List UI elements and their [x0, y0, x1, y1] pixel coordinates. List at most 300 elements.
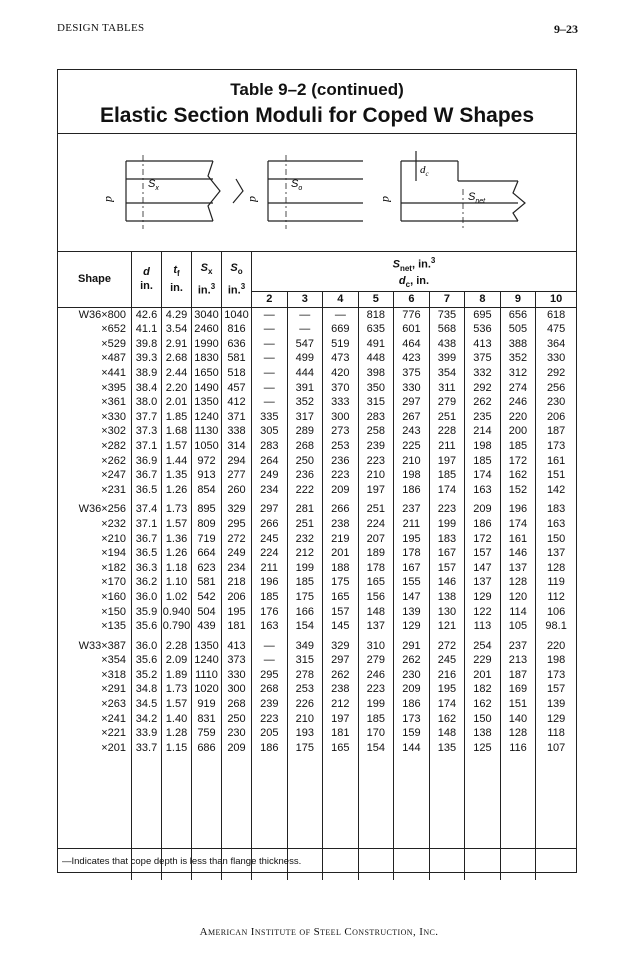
- value-cell: 238: [323, 682, 359, 697]
- sx-label: $S_x$: [148, 178, 159, 192]
- value-cell: 1.73: [162, 682, 192, 697]
- value-cell: 150: [465, 712, 501, 727]
- net-section-figure: [401, 151, 525, 229]
- table-row: [58, 517, 576, 532]
- value-cell: 283: [252, 439, 288, 454]
- value-cell: 155: [394, 575, 430, 590]
- value-cell: 669: [323, 322, 359, 337]
- value-cell: 220: [500, 410, 536, 425]
- value-cell: 173: [394, 712, 430, 727]
- value-cell: 268: [252, 682, 288, 697]
- value-cell: 375: [465, 351, 501, 366]
- value-cell: 223: [252, 712, 288, 727]
- value-cell: 256: [536, 381, 576, 396]
- value-cell: 297: [323, 653, 359, 668]
- table-row: [58, 351, 576, 366]
- value-cell: 36.3: [132, 561, 162, 576]
- value-cell: 34.8: [132, 682, 162, 697]
- value-cell: 268: [222, 697, 252, 712]
- value-cell: 413: [222, 639, 252, 654]
- table-row: [58, 682, 576, 697]
- so-label: $S_o$: [291, 178, 303, 192]
- value-cell: 195: [429, 682, 465, 697]
- value-cell: 333: [323, 395, 359, 410]
- col-shape: Shape: [77, 273, 111, 286]
- value-cell: 161: [536, 454, 576, 469]
- value-cell: 193: [287, 726, 323, 741]
- value-cell: 272: [429, 639, 465, 654]
- col-d: d in.: [132, 252, 162, 308]
- value-cell: 664: [192, 546, 222, 561]
- value-cell: 635: [358, 322, 394, 337]
- value-cell: 412: [222, 395, 252, 410]
- shape-cell: ×241: [101, 712, 126, 725]
- value-cell: 186: [465, 517, 501, 532]
- value-cell: 1.18: [162, 561, 192, 576]
- header-row-1: [58, 252, 576, 275]
- value-cell: 35.6: [132, 619, 162, 634]
- value-cell: 146: [500, 546, 536, 561]
- value-cell: 330: [536, 351, 576, 366]
- value-cell: 186: [394, 697, 430, 712]
- value-cell: —: [252, 351, 288, 366]
- value-cell: 695: [465, 307, 501, 322]
- value-cell: 185: [358, 712, 394, 727]
- value-cell: 229: [465, 653, 501, 668]
- value-cell: 311: [429, 381, 465, 396]
- value-cell: 230: [222, 726, 252, 741]
- table-row: [58, 439, 576, 454]
- value-cell: 1050: [192, 439, 222, 454]
- value-cell: 162: [465, 697, 501, 712]
- value-cell: 186: [252, 741, 288, 756]
- value-cell: 536: [465, 322, 501, 337]
- value-cell: 187: [500, 668, 536, 683]
- value-cell: 34.5: [132, 697, 162, 712]
- value-cell: 262: [394, 653, 430, 668]
- value-cell: 187: [536, 424, 576, 439]
- value-cell: 34.2: [132, 712, 162, 727]
- value-cell: 297: [252, 502, 288, 517]
- table-row: [58, 575, 576, 590]
- shape-cell: ×135: [101, 620, 126, 633]
- value-cell: 289: [287, 424, 323, 439]
- value-cell: 504: [192, 605, 222, 620]
- value-cell: 98.1: [536, 619, 576, 634]
- value-cell: 196: [500, 502, 536, 517]
- value-cell: 197: [323, 712, 359, 727]
- value-cell: 262: [323, 668, 359, 683]
- table-row: [58, 726, 576, 741]
- col-dc-5: 7: [429, 292, 465, 308]
- shape-cell: ×262: [101, 454, 126, 467]
- value-cell: 475: [536, 322, 576, 337]
- value-cell: 623: [192, 561, 222, 576]
- value-cell: 295: [252, 668, 288, 683]
- value-cell: 236: [323, 454, 359, 469]
- value-cell: 399: [429, 351, 465, 366]
- value-cell: 185: [252, 590, 288, 605]
- value-cell: 300: [323, 410, 359, 425]
- value-cell: 332: [465, 366, 501, 381]
- value-cell: 36.7: [132, 532, 162, 547]
- value-cell: 188: [323, 561, 359, 576]
- value-cell: 198: [536, 653, 576, 668]
- shape-cell: ×194: [101, 547, 126, 560]
- value-cell: 568: [429, 322, 465, 337]
- uncoped-beam-figure: [126, 155, 220, 229]
- value-cell: 201: [323, 546, 359, 561]
- value-cell: 330: [222, 668, 252, 683]
- value-cell: 205: [252, 726, 288, 741]
- value-cell: —: [252, 381, 288, 396]
- value-cell: 121: [429, 619, 465, 634]
- value-cell: 253: [323, 439, 359, 454]
- value-cell: 268: [287, 439, 323, 454]
- running-header-section: DESIGN TABLES: [57, 22, 145, 34]
- value-cell: 292: [465, 381, 501, 396]
- value-cell: 211: [394, 517, 430, 532]
- value-cell: 223: [323, 468, 359, 483]
- value-cell: 206: [536, 410, 576, 425]
- col-dc-3: 5: [358, 292, 394, 308]
- value-cell: 547: [287, 337, 323, 352]
- value-cell: 1.26: [162, 546, 192, 561]
- table-row: [58, 502, 576, 517]
- value-cell: —: [252, 366, 288, 381]
- table-row: [58, 741, 576, 756]
- value-cell: 223: [358, 454, 394, 469]
- value-cell: 1.89: [162, 668, 192, 683]
- value-cell: 174: [429, 483, 465, 498]
- value-cell: 266: [252, 517, 288, 532]
- value-cell: 258: [358, 424, 394, 439]
- value-cell: 37.3: [132, 424, 162, 439]
- value-cell: 1.73: [162, 502, 192, 517]
- value-cell: 182: [465, 682, 501, 697]
- value-cell: 816: [222, 322, 252, 337]
- value-cell: 33.7: [132, 741, 162, 756]
- value-cell: 176: [252, 605, 288, 620]
- value-cell: 759: [192, 726, 222, 741]
- value-cell: 292: [536, 366, 576, 381]
- value-cell: —: [252, 639, 288, 654]
- value-cell: 147: [394, 590, 430, 605]
- value-cell: 185: [500, 439, 536, 454]
- value-cell: 157: [536, 682, 576, 697]
- value-cell: 972: [192, 454, 222, 469]
- value-cell: 154: [287, 619, 323, 634]
- value-cell: 183: [536, 502, 576, 517]
- value-cell: 239: [252, 697, 288, 712]
- value-cell: 371: [222, 410, 252, 425]
- col-dc-2: 4: [323, 292, 359, 308]
- value-cell: 273: [323, 424, 359, 439]
- value-cell: 174: [465, 468, 501, 483]
- value-cell: 165: [323, 741, 359, 756]
- shape-cell: ×150: [101, 605, 126, 618]
- shape-cell: ×221: [101, 727, 126, 740]
- value-cell: 148: [358, 605, 394, 620]
- value-cell: 38.9: [132, 366, 162, 381]
- value-cell: 439: [192, 619, 222, 634]
- value-cell: 2.01: [162, 395, 192, 410]
- value-cell: 317: [287, 410, 323, 425]
- footnote: —Indicates that cope depth is less than flange thickness.: [62, 856, 302, 867]
- shape-cell: ×354: [101, 654, 126, 667]
- table-row: [58, 366, 576, 381]
- value-cell: 113: [465, 619, 501, 634]
- value-cell: 223: [429, 502, 465, 517]
- value-cell: 137: [500, 561, 536, 576]
- value-cell: 36.9: [132, 454, 162, 469]
- value-cell: 234: [252, 483, 288, 498]
- value-cell: 281: [287, 502, 323, 517]
- value-cell: —: [252, 337, 288, 352]
- value-cell: 315: [358, 395, 394, 410]
- value-cell: 250: [222, 712, 252, 727]
- value-cell: 314: [222, 439, 252, 454]
- value-cell: 199: [287, 561, 323, 576]
- table-row: [58, 454, 576, 469]
- value-cell: 119: [536, 575, 576, 590]
- value-cell: 253: [287, 682, 323, 697]
- value-cell: 420: [323, 366, 359, 381]
- value-cell: —: [252, 395, 288, 410]
- table-row: [58, 483, 576, 498]
- shape-cell: W36×256: [78, 503, 126, 516]
- value-cell: 185: [429, 468, 465, 483]
- value-cell: 238: [323, 517, 359, 532]
- value-cell: 35.2: [132, 668, 162, 683]
- value-cell: 219: [323, 532, 359, 547]
- value-cell: 150: [536, 532, 576, 547]
- shape-cell: ×441: [101, 367, 126, 379]
- value-cell: 1.57: [162, 517, 192, 532]
- publisher-footer: American Institute of Steel Construction, Inc.: [199, 926, 439, 938]
- value-cell: 181: [222, 619, 252, 634]
- value-cell: 170: [358, 726, 394, 741]
- value-cell: 35.9: [132, 605, 162, 620]
- value-cell: 249: [222, 546, 252, 561]
- value-cell: 2460: [192, 322, 222, 337]
- value-cell: 209: [222, 741, 252, 756]
- value-cell: 1.40: [162, 712, 192, 727]
- value-cell: 505: [500, 322, 536, 337]
- value-cell: 457: [222, 381, 252, 396]
- value-cell: 167: [429, 546, 465, 561]
- value-cell: 135: [429, 741, 465, 756]
- value-cell: 122: [465, 605, 501, 620]
- table-row: [58, 697, 576, 712]
- table-row: [58, 532, 576, 547]
- value-cell: 686: [192, 741, 222, 756]
- value-cell: 225: [394, 439, 430, 454]
- value-cell: 146: [429, 575, 465, 590]
- value-cell: 354: [429, 366, 465, 381]
- value-cell: 212: [287, 546, 323, 561]
- value-cell: 210: [287, 712, 323, 727]
- value-cell: 251: [429, 410, 465, 425]
- value-cell: 818: [358, 307, 394, 322]
- value-cell: 162: [500, 468, 536, 483]
- table-row: [58, 546, 576, 561]
- table-row: [58, 468, 576, 483]
- value-cell: 142: [536, 483, 576, 498]
- value-cell: 473: [323, 351, 359, 366]
- value-cell: 329: [323, 639, 359, 654]
- value-cell: —: [252, 653, 288, 668]
- value-cell: 1.57: [162, 697, 192, 712]
- value-cell: —: [252, 322, 288, 337]
- shape-cell: ×263: [101, 698, 126, 711]
- table-title: Elastic Section Moduli for Coped W Shapes: [99, 104, 535, 127]
- value-cell: 294: [222, 454, 252, 469]
- value-cell: 38.0: [132, 395, 162, 410]
- value-cell: 218: [222, 575, 252, 590]
- value-cell: 267: [394, 410, 430, 425]
- value-cell: 120: [500, 590, 536, 605]
- value-cell: 2.44: [162, 366, 192, 381]
- value-cell: 264: [252, 454, 288, 469]
- value-cell: 130: [429, 605, 465, 620]
- value-cell: 4.29: [162, 307, 192, 322]
- value-cell: 195: [222, 605, 252, 620]
- value-cell: 274: [500, 381, 536, 396]
- shape-cell: ×318: [101, 668, 126, 681]
- value-cell: 42.6: [132, 307, 162, 322]
- value-cell: 223: [358, 682, 394, 697]
- value-cell: 161: [500, 532, 536, 547]
- value-cell: 166: [287, 605, 323, 620]
- value-cell: 198: [465, 439, 501, 454]
- value-cell: 178: [358, 561, 394, 576]
- shape-cell: ×291: [101, 683, 126, 696]
- value-cell: 315: [287, 653, 323, 668]
- value-cell: 895: [192, 502, 222, 517]
- shape-cell: ×210: [101, 532, 126, 545]
- value-cell: 189: [358, 546, 394, 561]
- value-cell: 295: [222, 517, 252, 532]
- col-dc-6: 8: [465, 292, 501, 308]
- value-cell: 37.7: [132, 410, 162, 425]
- value-cell: 129: [465, 590, 501, 605]
- value-cell: 266: [323, 502, 359, 517]
- value-cell: 1350: [192, 395, 222, 410]
- value-cell: 1020: [192, 682, 222, 697]
- value-cell: 201: [465, 668, 501, 683]
- value-cell: 36.0: [132, 590, 162, 605]
- value-cell: 375: [394, 366, 430, 381]
- value-cell: 310: [358, 639, 394, 654]
- value-cell: 114: [500, 605, 536, 620]
- value-cell: 163: [465, 483, 501, 498]
- value-cell: 174: [500, 517, 536, 532]
- value-cell: 39.8: [132, 337, 162, 352]
- value-cell: 335: [252, 410, 288, 425]
- col-tf: $t_f$ in.: [162, 252, 192, 308]
- value-cell: 36.2: [132, 575, 162, 590]
- value-cell: 1.44: [162, 454, 192, 469]
- shape-cell: ×231: [101, 483, 126, 496]
- value-cell: 216: [429, 668, 465, 683]
- value-cell: 1990: [192, 337, 222, 352]
- value-cell: 1130: [192, 424, 222, 439]
- value-cell: 209: [394, 682, 430, 697]
- value-cell: 37.1: [132, 439, 162, 454]
- value-cell: 1.57: [162, 439, 192, 454]
- value-cell: 107: [536, 741, 576, 756]
- value-cell: 128: [500, 575, 536, 590]
- value-cell: 1.28: [162, 726, 192, 741]
- shape-cell: ×395: [101, 381, 126, 394]
- value-cell: 251: [358, 502, 394, 517]
- value-cell: 175: [323, 575, 359, 590]
- value-cell: 1.36: [162, 532, 192, 547]
- depth-label-3: d: [380, 196, 394, 202]
- value-cell: 919: [192, 697, 222, 712]
- shape-cell: ×282: [101, 439, 126, 452]
- col-sx: $S_x$ in.$^3$: [192, 252, 222, 308]
- value-cell: 1.02: [162, 590, 192, 605]
- footnote-rule: [58, 848, 576, 849]
- value-cell: 237: [500, 639, 536, 654]
- value-cell: 39.3: [132, 351, 162, 366]
- value-cell: 448: [358, 351, 394, 366]
- value-cell: 809: [192, 517, 222, 532]
- shape-cell: ×160: [101, 590, 126, 603]
- col-dc-8: 10: [536, 292, 576, 308]
- value-cell: 776: [394, 307, 430, 322]
- value-cell: 1350: [192, 639, 222, 654]
- value-cell: 491: [358, 337, 394, 352]
- value-cell: 249: [252, 468, 288, 483]
- value-cell: 152: [500, 483, 536, 498]
- value-cell: 251: [287, 517, 323, 532]
- value-cell: 138: [429, 590, 465, 605]
- table-row: [58, 424, 576, 439]
- value-cell: 245: [429, 653, 465, 668]
- value-cell: 200: [500, 424, 536, 439]
- value-cell: 36.7: [132, 468, 162, 483]
- value-cell: 352: [287, 395, 323, 410]
- value-cell: 230: [536, 395, 576, 410]
- value-cell: 581: [222, 351, 252, 366]
- value-cell: 129: [536, 712, 576, 727]
- value-cell: 246: [358, 668, 394, 683]
- value-cell: 172: [465, 532, 501, 547]
- table-row: [58, 322, 576, 337]
- value-cell: 444: [287, 366, 323, 381]
- value-cell: 106: [536, 605, 576, 620]
- table-row: [58, 653, 576, 668]
- value-cell: 157: [323, 605, 359, 620]
- value-cell: 464: [394, 337, 430, 352]
- value-cell: 329: [222, 502, 252, 517]
- value-cell: 349: [287, 639, 323, 654]
- table-row: [58, 590, 576, 605]
- value-cell: 137: [465, 575, 501, 590]
- table-row: [58, 395, 576, 410]
- value-cell: 1.26: [162, 483, 192, 498]
- col-so: $S_o$ in.$^3$: [222, 252, 252, 308]
- value-cell: 373: [222, 653, 252, 668]
- value-cell: 499: [287, 351, 323, 366]
- table-row: [58, 410, 576, 425]
- value-cell: 291: [394, 639, 430, 654]
- value-cell: 105: [500, 619, 536, 634]
- shape-cell: ×232: [101, 517, 126, 530]
